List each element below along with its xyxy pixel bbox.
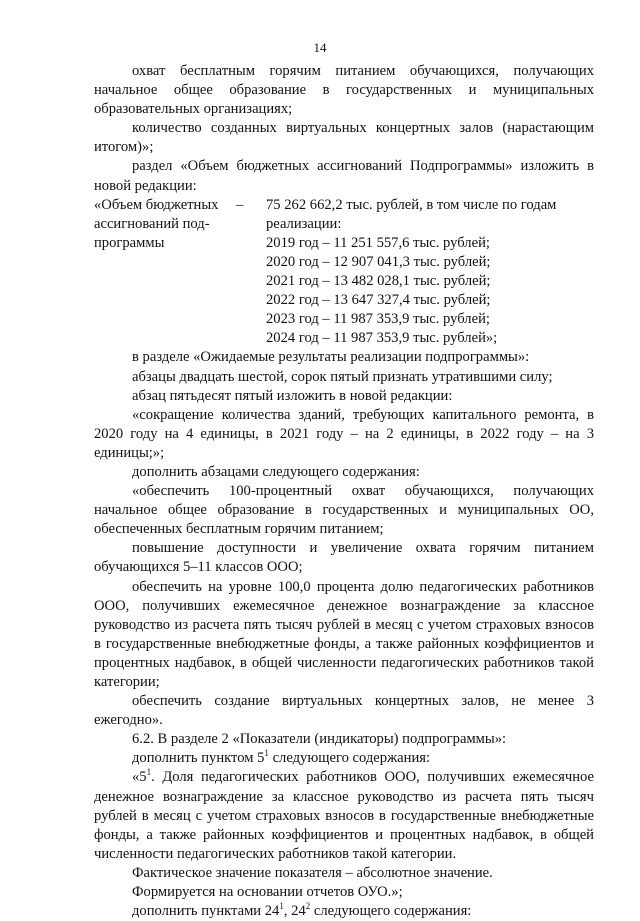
paragraph bbox=[94, 768, 594, 863]
budget-table-label bbox=[94, 196, 236, 349]
table-value-line: 2019 год – 11 251 557,6 тыс. рублей; bbox=[266, 234, 490, 251]
paragraph: Фактическое значение показателя – абсолютное значение. bbox=[132, 864, 493, 881]
table-label-line: ассигнований под- bbox=[94, 215, 210, 232]
text-run: . Доля педагогических работников ООО, получивших ежемесячное денежное вознаграждение за классное руководство из расчета пять тысяч рублей в месяц с учетом страховых взносов в государственные внебюджетные фонды, а также районных коэффициентов и процентных надбавок, в общей численности педагогических работников такой категории. bbox=[94, 769, 594, 862]
superscript: 2 bbox=[305, 901, 311, 912]
table-value-line: 2020 год – 12 907 041,3 тыс. рублей; bbox=[266, 253, 491, 270]
text-run: дополнить пунктами 24 bbox=[132, 903, 280, 920]
superscript: 1 bbox=[264, 748, 269, 759]
paragraph: 6.2. В разделе 2 «Показатели (индикаторы) подпрограммы»: bbox=[132, 731, 507, 748]
text-run: следующего содержания: bbox=[268, 750, 431, 767]
table-label-line: программы bbox=[94, 234, 165, 251]
page-number: 14 bbox=[313, 40, 327, 55]
paragraph: в разделе «Ожидаемые результаты реализации подпрограммы»: bbox=[132, 349, 530, 366]
paragraph: Формируется на основании отчетов ОУО.»; bbox=[132, 884, 403, 901]
budget-table bbox=[94, 196, 594, 349]
text-run: следующего содержания: bbox=[310, 903, 472, 920]
paragraph: обеспечить на уровне 100,0 процента долю педагогических работников ООО, получивших ежемесячное денежное вознаграждение за классное руководство из расчета пять тысяч рублей в месяц с учетом страховых взносов в государственные внебюджетные фонды, а также районных коэффициентов и процентных надбавок, в общей численности педагогических работников такой категории; bbox=[94, 578, 594, 690]
paragraph: раздел «Объем бюджетных ассигнований Подпрограммы» изложить в новой редакции: bbox=[94, 158, 594, 194]
paragraph: абзац пятьдесят пятый изложить в новой редакции: bbox=[132, 387, 453, 404]
paragraph: «сокращение количества зданий, требующих капитального ремонта, в 2020 году на 4 единицы, в 2021 году – на 2 единицы, в 2022 году – на 3 единицы;»; bbox=[94, 406, 594, 461]
paragraph: обеспечить создание виртуальных концертных залов, не менее 3 ежегодно». bbox=[94, 693, 594, 729]
table-value-line: реализации: bbox=[266, 215, 342, 232]
superscript: 1 bbox=[146, 767, 152, 778]
table-value-line: 2022 год – 13 647 327,4 тыс. рублей; bbox=[266, 292, 491, 309]
paragraph: количество созданных виртуальных концертных залов (нарастающим итогом)»; bbox=[94, 120, 594, 156]
text-run: , 24 bbox=[283, 903, 306, 920]
paragraph: повышение доступности и увеличение охвата горячим питанием обучающихся 5–11 классов ООО; bbox=[94, 540, 594, 576]
table-value-line: 2024 год – 11 987 353,9 тыс. рублей»; bbox=[266, 330, 498, 347]
text-run: «5 bbox=[132, 769, 147, 786]
paragraph bbox=[94, 749, 594, 768]
table-label-line: «Объем бюджетных bbox=[94, 196, 219, 213]
document-body bbox=[94, 62, 594, 921]
table-dash: – bbox=[236, 196, 244, 213]
paragraph: охват бесплатным горячим питанием обучающихся, получающих начальное общее образование в государственных и муниципальных образовательных организациях; bbox=[94, 63, 594, 118]
text-run: дополнить пунктом 5 bbox=[132, 750, 265, 767]
table-value-line: 75 262 662,2 тыс. рублей, в том числе по годам bbox=[266, 196, 557, 213]
table-value-line: 2023 год – 11 987 353,9 тыс. рублей; bbox=[266, 311, 490, 328]
superscript: 1 bbox=[279, 901, 284, 912]
paragraph: «обеспечить 100-процентный охват обучающихся, получающих начальное общее образование в государственных и муниципальных ОО, обеспеченных бесплатным горячим питанием; bbox=[94, 483, 594, 538]
table-value-line: 2021 год – 13 482 028,1 тыс. рублей; bbox=[266, 273, 491, 290]
paragraph: абзацы двадцать шестой, сорок пятый признать утратившими силу; bbox=[132, 368, 553, 385]
budget-table-values bbox=[266, 196, 594, 349]
paragraph: дополнить абзацами следующего содержания: bbox=[132, 463, 420, 480]
